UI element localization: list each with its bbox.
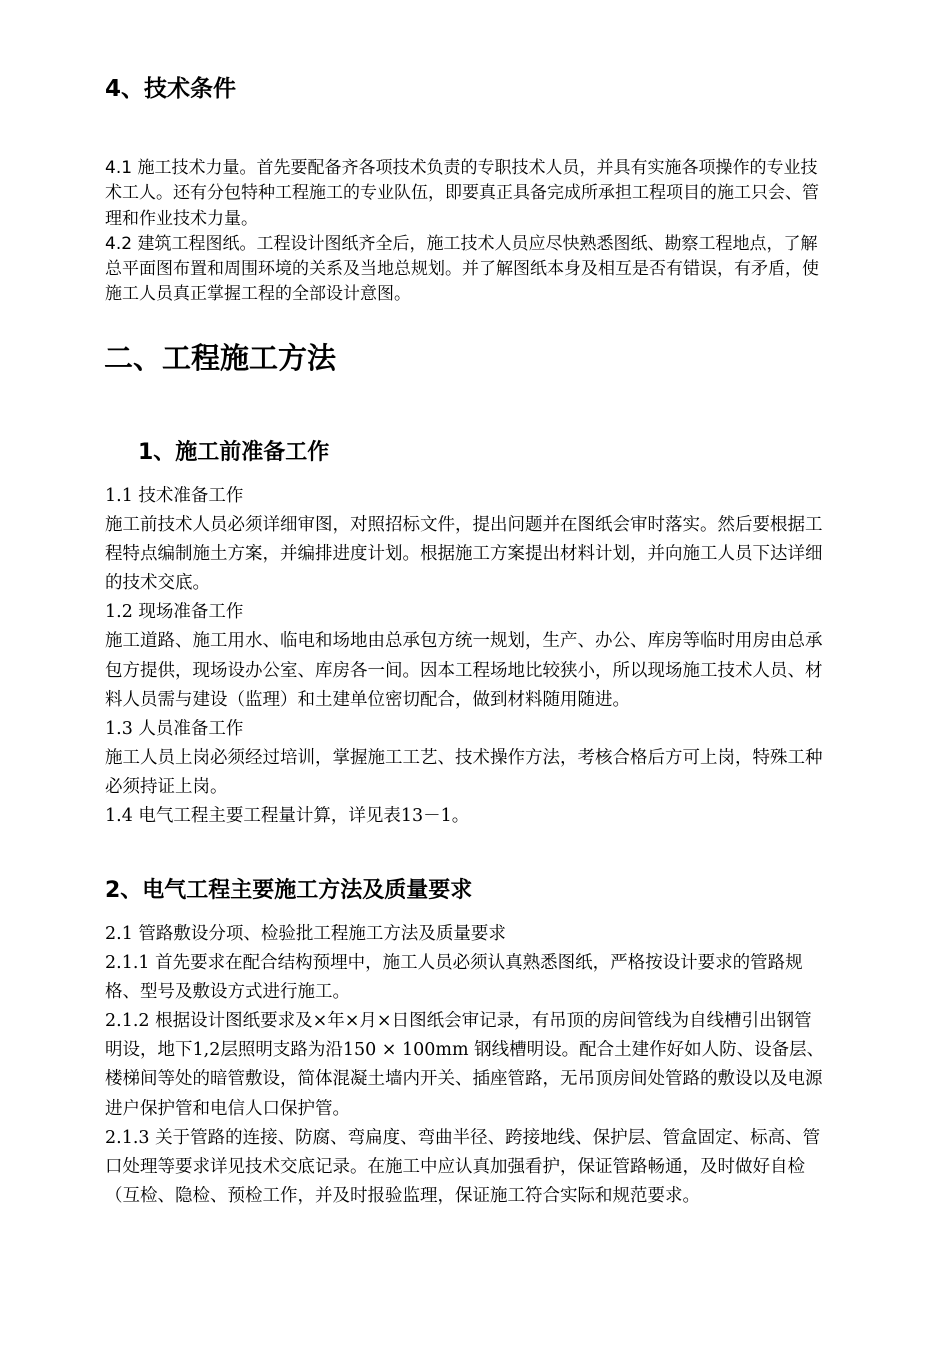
paragraph-2-1-2: 2.1.2 根据设计图纸要求及×年×月×日图纸会审记录，有吊顶的房间管线为自线槽引出钢管明设，地下1,2层照明支路为沿150 × 100mm 钢线槽明设。配合土建作好如人防、设备层、楼梯间等处的暗管敷设，简体混凝土墙内开关、插座管路，无吊顶房间处管路的敷设以及电源进户保护管和电信人口保护管。 bbox=[105, 1011, 825, 1119]
paragraph-4-1: 4.1 施工技术力量。首先要配备齐各项技术负责的专职技术人员，并具有实施各项操作的专业技术工人。还有分包特种工程施工的专业队伍，即要真正具备完成所承担工程项目的施工只会、管理和作业技术力量。 bbox=[105, 158, 819, 229]
paragraph-1-4: 1.4 电气工程主要工程量计算，详见表13－1。 bbox=[105, 806, 470, 827]
paragraph-2-1-3: 2.1.3 关于管路的连接、防腐、弯扁度、弯曲半径、跨接地线、保护层、管盒固定、标高、管口处理等要求详见技术交底记录。在施工中应认真加强看护，保证管路畅通，及时做好自检（互检、隐检、预检工作，并及时报验监理，保证施工符合实际和规范要求。 bbox=[105, 1127, 821, 1206]
preparation-body bbox=[105, 482, 825, 831]
paragraph-1-1-title: 1.1 技术准备工作 bbox=[105, 486, 244, 506]
paragraph-4-2: 4.2 建筑工程图纸。工程设计图纸齐全后，施工技术人员应尽快熟悉图纸、勘察工程地点，了解总平面图布置和周围环境的关系及当地总规划。并了解图纸本身及相互是否有错误，有矛盾，使施工人员真正掌握工程的全部设计意图。 bbox=[105, 233, 819, 305]
paragraph-2-1-title: 2.1 管路敷设分项、检验批工程施工方法及质量要求 bbox=[105, 924, 506, 944]
section-heading-technical-conditions: 4、技术条件 bbox=[105, 76, 237, 102]
paragraph-2-1-1: 2.1.1 首先要求在配合结构预埋中，施工人员必须认真熟悉图纸，严格按设计要求的管路规格、型号及敷设方式进行施工。 bbox=[105, 953, 803, 1003]
paragraph-1-1-text: 施工前技术人员必须详细审图，对照招标文件，提出问题并在图纸会审时落实。然后要根据工程特点编制施土方案，并编排进度计划。根据施工方案提出材料计划，并向施工人员下达详细的技术交底。 bbox=[105, 515, 823, 594]
paragraph-1-3-text: 施工人员上岗必须经过培训，掌握施工工艺、技术操作方法，考核合格后方可上岗，特殊工种必须持证上岗。 bbox=[105, 747, 823, 797]
electrical-methods-body bbox=[105, 920, 825, 1211]
paragraph-1-2-title: 1.2 现场准备工作 bbox=[105, 602, 244, 623]
paragraph-1-2-text: 施工道路、施工用水、临电和场地由总承包方统一规划，生产、办公、库房等临时用房由总承包方提供，现场设办公室、库房各一间。因本工程场地比较狭小，所以现场施工技术人员、材料人员需与建设（监理）和土建单位密切配合，做到材料随用随进。 bbox=[105, 631, 823, 710]
subsection-heading-preparation: 1、施工前准备工作 bbox=[138, 440, 330, 465]
technical-conditions-body bbox=[105, 156, 825, 308]
subsection-heading-electrical-methods: 2、电气工程主要施工方法及质量要求 bbox=[105, 878, 473, 903]
part-heading-construction-methods: 二、工程施工方法 bbox=[104, 341, 337, 375]
paragraph-1-3-title: 1.3 人员准备工作 bbox=[105, 718, 244, 739]
